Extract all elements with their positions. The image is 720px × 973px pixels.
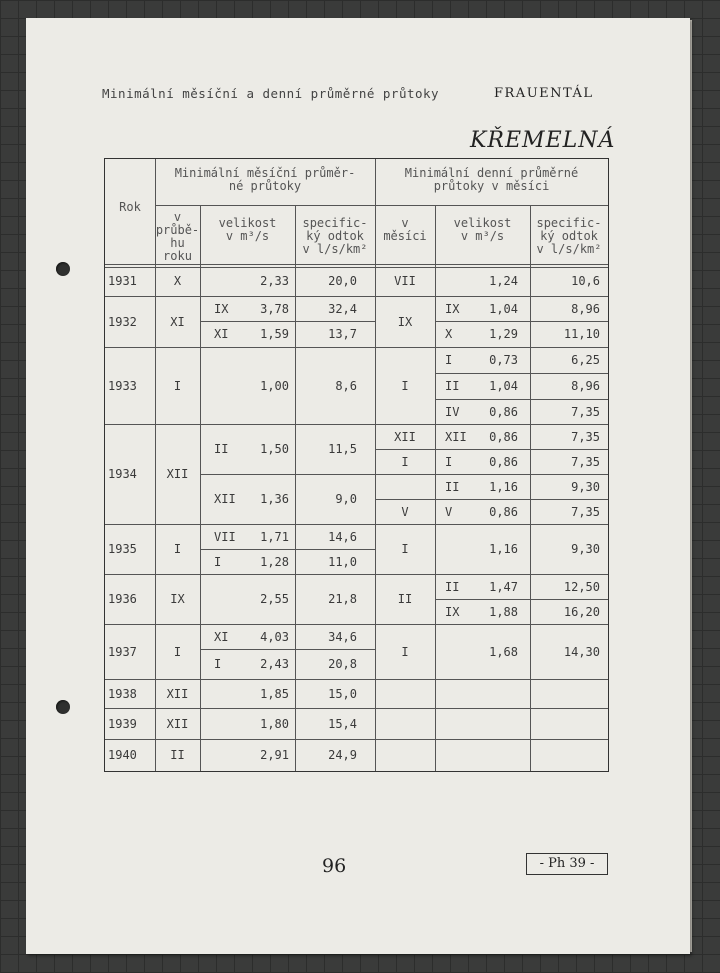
cell-velikost-monthly: 2,91 <box>260 748 289 762</box>
cell-month-daily: XII <box>445 429 467 444</box>
cell-velikost-monthly: 1,85 <box>260 686 289 701</box>
cell-specific-daily: 9,30 <box>571 479 600 494</box>
header-monthly: Minimální měsíční průměr- né průtoky <box>174 166 356 193</box>
cell-month-daily: V <box>445 504 453 519</box>
header-specific-daily: specific- ký odtok v l/s/km² <box>536 216 602 256</box>
cell-prubeh: I <box>173 644 182 659</box>
cell-specific-monthly: 15,0 <box>328 686 357 701</box>
cell-specific-monthly: 24,9 <box>328 748 357 762</box>
cell-velikost-daily: 1,16 <box>489 542 518 556</box>
header-rule <box>105 267 608 268</box>
cell-month-daily: II <box>445 579 460 594</box>
cell-velikost-daily: 0,73 <box>489 353 518 367</box>
cell-specific-daily: 8,96 <box>571 301 600 316</box>
cell-month-daily: IV <box>445 404 460 419</box>
cell-rok: 1939 <box>108 716 137 731</box>
year-rule <box>105 296 608 297</box>
cell-velikost-monthly: 1,28 <box>260 554 289 569</box>
cell-v-mesici: II <box>397 592 413 606</box>
header-velikost-daily: velikost v m³/s <box>453 216 512 243</box>
inner-rule <box>435 449 608 450</box>
cell-specific-monthly: 32,4 <box>328 301 357 316</box>
inner-rule <box>375 499 435 500</box>
year-rule <box>105 679 608 680</box>
header-title: Minimální měsíční a denní průměrné průtoky <box>102 86 440 101</box>
cell-month-monthly: XII <box>214 492 236 506</box>
cell-velikost-monthly: 1,71 <box>260 529 289 544</box>
cell-month-monthly: I <box>214 554 222 569</box>
header-specific: specific- ký odtok v l/s/km² <box>302 216 368 256</box>
cell-month-daily: I <box>445 353 453 367</box>
cell-month-daily: X <box>445 327 453 341</box>
cell-velikost-daily: 0,86 <box>489 429 518 444</box>
cell-prubeh: I <box>173 378 182 393</box>
inner-rule <box>200 474 375 475</box>
cell-specific-monthly: 14,6 <box>328 529 357 544</box>
cell-specific-daily: 8,96 <box>571 379 600 393</box>
cell-rok: 1937 <box>108 644 137 659</box>
page-number: 96 <box>322 855 347 877</box>
cell-specific-daily: 7,35 <box>571 454 600 469</box>
cell-specific-monthly: 21,8 <box>328 592 357 606</box>
inner-rule <box>200 549 375 550</box>
cell-month-monthly: IX <box>214 301 229 316</box>
header-velikost: velikost v m³/s <box>218 216 277 243</box>
cell-specific-daily: 9,30 <box>571 542 600 556</box>
cell-month-daily: IX <box>445 301 460 316</box>
cell-prubeh: I <box>173 542 182 556</box>
cell-specific-daily: 7,35 <box>571 404 600 419</box>
cell-rok: 1935 <box>108 542 137 556</box>
cell-v-mesici: I <box>401 378 409 393</box>
cell-prubeh: X <box>173 274 182 288</box>
cell-velikost-daily: 1,88 <box>489 604 518 619</box>
inner-rule <box>435 599 608 600</box>
inner-rule <box>200 649 375 650</box>
cell-month-monthly: VII <box>214 529 236 544</box>
cell-specific-monthly: 34,6 <box>328 629 357 644</box>
cell-specific-daily: 6,25 <box>571 353 600 367</box>
cell-velikost-daily: 1,68 <box>489 644 518 659</box>
cell-specific-daily: 10,6 <box>571 274 600 288</box>
cell-specific-monthly: 20,0 <box>328 274 357 288</box>
punch-hole <box>56 700 70 714</box>
cell-velikost-monthly: 2,33 <box>260 274 289 288</box>
cell-month-monthly: II <box>214 442 229 456</box>
cell-specific-daily: 14,30 <box>563 644 600 659</box>
punch-hole <box>56 262 70 276</box>
cell-prubeh: IX <box>170 592 185 606</box>
cell-velikost-monthly: 4,03 <box>260 629 289 644</box>
inner-rule <box>435 321 608 322</box>
cell-specific-monthly: 13,7 <box>328 327 357 341</box>
year-rule <box>105 739 608 740</box>
cell-velikost-daily: 1,24 <box>489 274 518 288</box>
cell-velikost-daily: 0,86 <box>489 404 518 419</box>
river-name: KŘEMELNÁ <box>470 128 616 153</box>
cell-month-daily: IX <box>445 604 460 619</box>
cell-velikost-monthly: 2,55 <box>260 592 289 606</box>
cell-velikost-monthly: 1,36 <box>260 492 289 506</box>
header-rule <box>155 205 608 206</box>
header-rok: Rok <box>119 200 141 214</box>
cell-month-monthly: I <box>214 657 222 671</box>
inner-rule <box>200 321 375 322</box>
cell-specific-daily: 11,10 <box>563 327 600 341</box>
cell-velikost-monthly: 1,80 <box>260 716 289 731</box>
cell-rok: 1938 <box>108 686 137 701</box>
year-rule <box>105 574 608 575</box>
cell-velikost-monthly: 2,43 <box>260 657 289 671</box>
cell-velikost-daily: 1,04 <box>489 301 518 316</box>
cell-specific-daily: 7,35 <box>571 429 600 444</box>
cell-velikost-daily: 0,86 <box>489 454 518 469</box>
cell-velikost-daily: 1,29 <box>489 327 518 341</box>
inner-rule <box>435 373 608 374</box>
cell-prubeh: XII <box>166 686 189 701</box>
cell-specific-monthly: 8,6 <box>335 378 357 393</box>
cell-v-mesici: XII <box>394 429 416 444</box>
header-daily: Minimální denní průměrné průtoky v měsíci <box>404 166 579 193</box>
year-rule <box>105 624 608 625</box>
cell-v-mesici: I <box>401 644 409 659</box>
cell-rok: 1931 <box>108 274 137 288</box>
cell-month-monthly: XI <box>214 629 229 644</box>
cell-specific-monthly: 20,8 <box>328 657 357 671</box>
cell-prubeh: XII <box>166 467 189 481</box>
cell-prubeh: XII <box>166 716 189 731</box>
cell-prubeh: XI <box>170 314 185 329</box>
cell-specific-monthly: 11,0 <box>328 554 357 569</box>
header-v-prubehu: v průbě- hu roku <box>155 210 200 263</box>
cell-velikost-monthly: 1,59 <box>260 327 289 341</box>
cell-specific-daily: 16,20 <box>563 604 600 619</box>
header-v-mesici: v měsíci <box>383 216 427 243</box>
inner-rule <box>435 499 608 500</box>
cell-velikost-daily: 0,86 <box>489 504 518 519</box>
cell-specific-daily: 7,35 <box>571 504 600 519</box>
inner-rule <box>375 449 435 450</box>
year-rule <box>105 524 608 525</box>
cell-velikost-daily: 1,47 <box>489 579 518 594</box>
reference-box: - Ph 39 - <box>526 853 608 875</box>
cell-velikost-monthly: 1,50 <box>260 442 289 456</box>
cell-prubeh: II <box>170 748 185 762</box>
cell-velikost-daily: 1,16 <box>489 479 518 494</box>
inner-rule <box>375 474 435 475</box>
cell-rok: 1934 <box>108 467 137 481</box>
inner-rule <box>435 474 608 475</box>
cell-velikost-daily: 1,04 <box>489 379 518 393</box>
cell-specific-monthly: 11,5 <box>328 442 357 456</box>
cell-rok: 1940 <box>108 748 137 762</box>
cell-v-mesici: V <box>401 504 409 519</box>
cell-velikost-monthly: 3,78 <box>260 301 289 316</box>
cell-month-daily: II <box>445 379 460 393</box>
cell-velikost-monthly: 1,00 <box>260 378 289 393</box>
year-rule <box>105 708 608 709</box>
cell-rok: 1933 <box>108 378 137 393</box>
cell-specific-monthly: 9,0 <box>335 492 357 506</box>
cell-v-mesici: IX <box>397 314 413 329</box>
cell-v-mesici: I <box>401 542 409 556</box>
flow-table <box>104 158 609 772</box>
year-rule <box>105 347 608 348</box>
cell-month-monthly: XI <box>214 327 229 341</box>
cell-rok: 1936 <box>108 592 137 606</box>
cell-v-mesici: VII <box>394 274 416 288</box>
cell-specific-daily: 12,50 <box>563 579 600 594</box>
year-rule <box>105 424 608 425</box>
cell-v-mesici: I <box>401 454 409 469</box>
cell-month-daily: II <box>445 479 460 494</box>
cell-specific-monthly: 15,4 <box>328 716 357 731</box>
inner-rule <box>435 399 608 400</box>
station-name: FRAUENTÁL <box>494 86 594 101</box>
cell-rok: 1932 <box>108 314 137 329</box>
header-rule <box>105 264 608 265</box>
cell-month-daily: I <box>445 454 453 469</box>
